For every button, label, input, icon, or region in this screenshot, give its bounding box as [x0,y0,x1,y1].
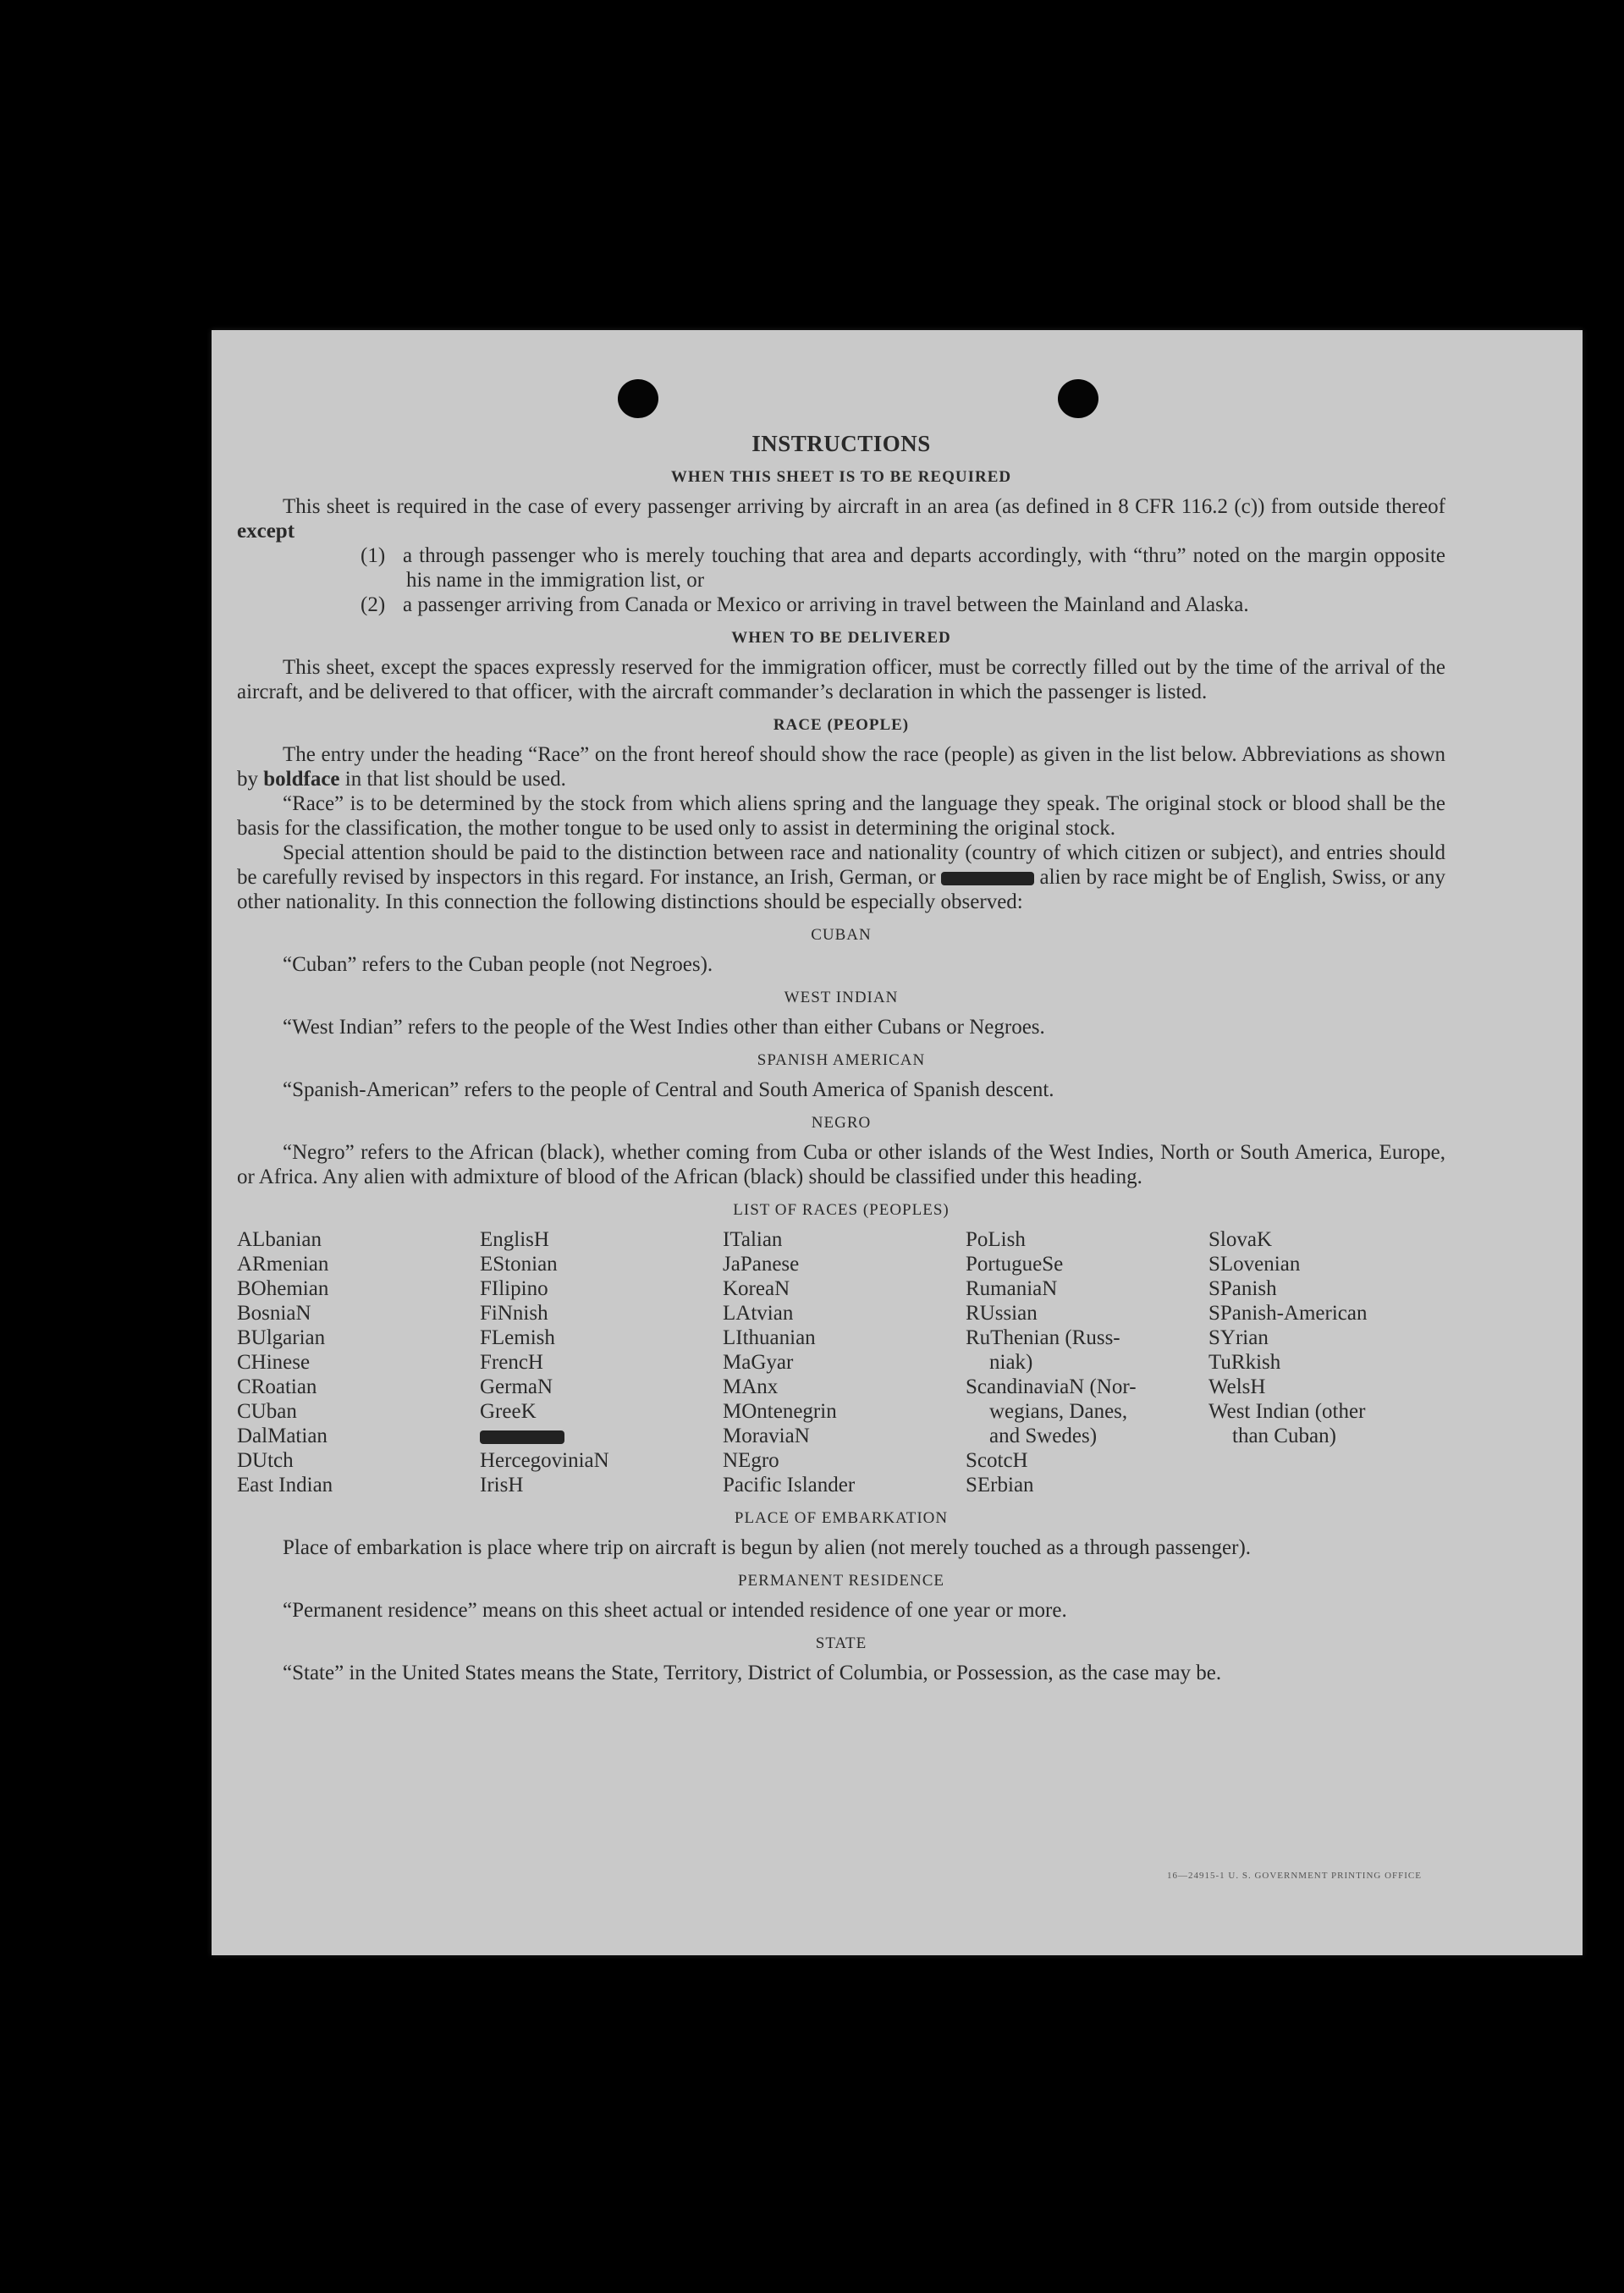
race-item: MoraviaN [723,1425,810,1447]
race-item: MAnx [723,1375,779,1398]
printer-imprint: 16—24915-1 U. S. GOVERNMENT PRINTING OFFICE [1166,1871,1422,1881]
race-item: MaGyar [723,1351,794,1374]
section-heading-west-indian: WEST INDIAN [784,989,899,1006]
race-item: RuThenian (Russ- [966,1326,1120,1349]
race-item: CUban [237,1400,297,1423]
race-item: MOntenegrin [723,1400,837,1423]
race-item: BUlgarian [237,1326,326,1349]
race-item: ARmenian [237,1253,329,1276]
race-item: SLovenian [1208,1253,1301,1276]
race-item: LIthuanian [723,1326,816,1349]
section-heading-state: STATE [815,1634,867,1652]
race-item: HercegoviniaN [480,1449,609,1472]
section-heading-spanish-american: SPANISH AMERICAN [757,1051,926,1069]
page-title: INSTRUCTIONS [751,431,931,456]
paragraph-embarkation: Place of embarkation is place where trip on aircraft is begun by alien (not merely touched as a through passenger). [283,1536,1252,1559]
race-column-5 [1208,1227,1445,1497]
paragraph-spanish-american: “Spanish-American” refers to the people of Central and South America of Spanish descent. [283,1078,1054,1101]
paragraph-negro: “Negro” refers to the African (black), whether coming from Cuba or other islands of the West Indies, North or South America, Europe, or Africa. Any alien with admixture of blood of the African (black) should be classified under this heading. [237,1141,1445,1188]
race-item: SErbian [966,1474,1034,1497]
race-item: FLemish [480,1326,555,1349]
race-list [237,1227,1445,1497]
race-item: FrencH [480,1351,543,1374]
race-item: GermaN [480,1375,553,1398]
race-item: West Indian (other [1208,1400,1366,1423]
race-item: WelsH [1208,1375,1266,1398]
race-item: BosniaN [237,1302,311,1325]
race-item: SlovaK [1208,1228,1272,1251]
paragraph-race-3: Special attention should be paid to the distinction between race and nationality (country of which citizen or subject), and entries should be carefully revised by inspectors in this regard. For instance, an Irish, German, or alien by race might be of English, Swiss, or any other nationality. In this connection the following distinctions should be especially observed: [237,841,1446,913]
race-item: LAtvian [723,1302,794,1325]
race-item: NEgro [723,1449,779,1472]
race-item: BOhemian [237,1277,329,1300]
punch-hole-left [618,379,658,418]
race-item: Pacific Islander [723,1474,856,1497]
race-item: EnglisH [480,1228,549,1251]
section-heading-race: RACE (PEOPLE) [773,716,910,734]
paragraph-cuban: “Cuban” refers to the Cuban people (not Negroes). [283,953,713,976]
paragraph-delivered: This sheet, except the spaces expressly reserved for the immigration officer, must be correctly filled out by the time of the arrival of the aircraft, and be delivered to that officer, with the aircraft commander’s declaration in which the passenger is listed. [237,656,1445,703]
paragraph-state: “State” in the United States means the State, Territory, District of Columbia, or Possession, as the case may be. [283,1662,1222,1684]
race-item: TuRkish [1208,1351,1281,1374]
section-heading-delivered: WHEN TO BE DELIVERED [731,629,951,647]
redaction-mark [941,872,1034,885]
race-item: wegians, Danes, [989,1400,1128,1423]
list-item: (1) a through passenger who is merely touching that area and departs accordingly, with “thru” noted on the margin opposite his name in the immigration list, or [361,544,1445,592]
race-item: and Swedes) [989,1425,1098,1447]
race-item: JaPanese [723,1253,800,1276]
paragraph-required: This sheet is required in the case of every passenger arriving by aircraft in an area (as defined in 8 CFR 116.2 (c)) from outside thereof except [237,495,1445,543]
paragraph-race-1: The entry under the heading “Race” on the front hereof should show the race (people) as given in the list below. Abbreviations as shown by boldface in that list should be used. [237,743,1445,791]
section-heading-race-list: LIST OF RACES (PEOPLES) [733,1201,950,1219]
race-item: than Cuban) [1232,1425,1336,1447]
race-column-4 [966,1227,1203,1497]
race-item: niak) [989,1351,1033,1374]
race-item: RUssian [966,1302,1038,1325]
race-item: FIlipino [480,1277,548,1300]
race-item: SPanish-American [1208,1302,1368,1325]
section-heading-required: WHEN THIS SHEET IS TO BE REQUIRED [670,468,1012,486]
race-item: RumaniaN [966,1277,1058,1300]
race-item: East Indian [237,1474,333,1497]
race-item: ITalian [723,1228,783,1251]
document-body [237,432,1445,1685]
race-item: ALbanian [237,1228,322,1251]
race-item-redacted [480,1424,717,1448]
section-heading-negro: NEGRO [811,1114,872,1132]
paragraph-race-2: “Race” is to be determined by the stock from which aliens spring and the language they speak. The original stock or blood shall be the basis for the classification, the mother tongue to be used only to assist in determining the original stock. [237,792,1445,840]
race-item: FiNnish [480,1302,548,1325]
punch-hole-right [1058,379,1098,418]
race-item: ScotcH [966,1449,1028,1472]
race-item: IrisH [480,1474,524,1497]
race-column-1 [237,1227,474,1497]
race-item: CRoatian [237,1375,317,1398]
paragraph-west-indian: “West Indian” refers to the people of the West Indies other than either Cubans or Negroes. [283,1016,1045,1039]
race-item: DalMatian [237,1425,328,1447]
race-item: CHinese [237,1351,311,1374]
race-column-2 [480,1227,717,1497]
race-item: SYrian [1208,1326,1269,1349]
list-item: (2) a passenger arriving from Canada or Mexico or arriving in travel between the Mainland and Alaska. [361,593,1249,616]
race-item: KoreaN [723,1277,790,1300]
race-item: PortugueSe [966,1253,1064,1276]
race-item: PoLish [966,1228,1026,1251]
race-item: SPanish [1208,1277,1277,1300]
redaction-mark [480,1430,564,1444]
section-heading-residence: PERMANENT RESIDENCE [737,1572,945,1590]
section-heading-cuban: CUBAN [811,926,872,944]
race-column-3 [723,1227,960,1497]
race-item: ScandinaviaN (Nor- [966,1375,1137,1398]
race-item: EStonian [480,1253,558,1276]
race-item: DUtch [237,1449,294,1472]
paragraph-residence: “Permanent residence” means on this sheet actual or intended residence of one year or more. [283,1599,1067,1622]
section-heading-embarkation: PLACE OF EMBARKATION [734,1509,949,1527]
instruction-sheet [212,330,1583,1955]
race-item: GreeK [480,1400,537,1423]
